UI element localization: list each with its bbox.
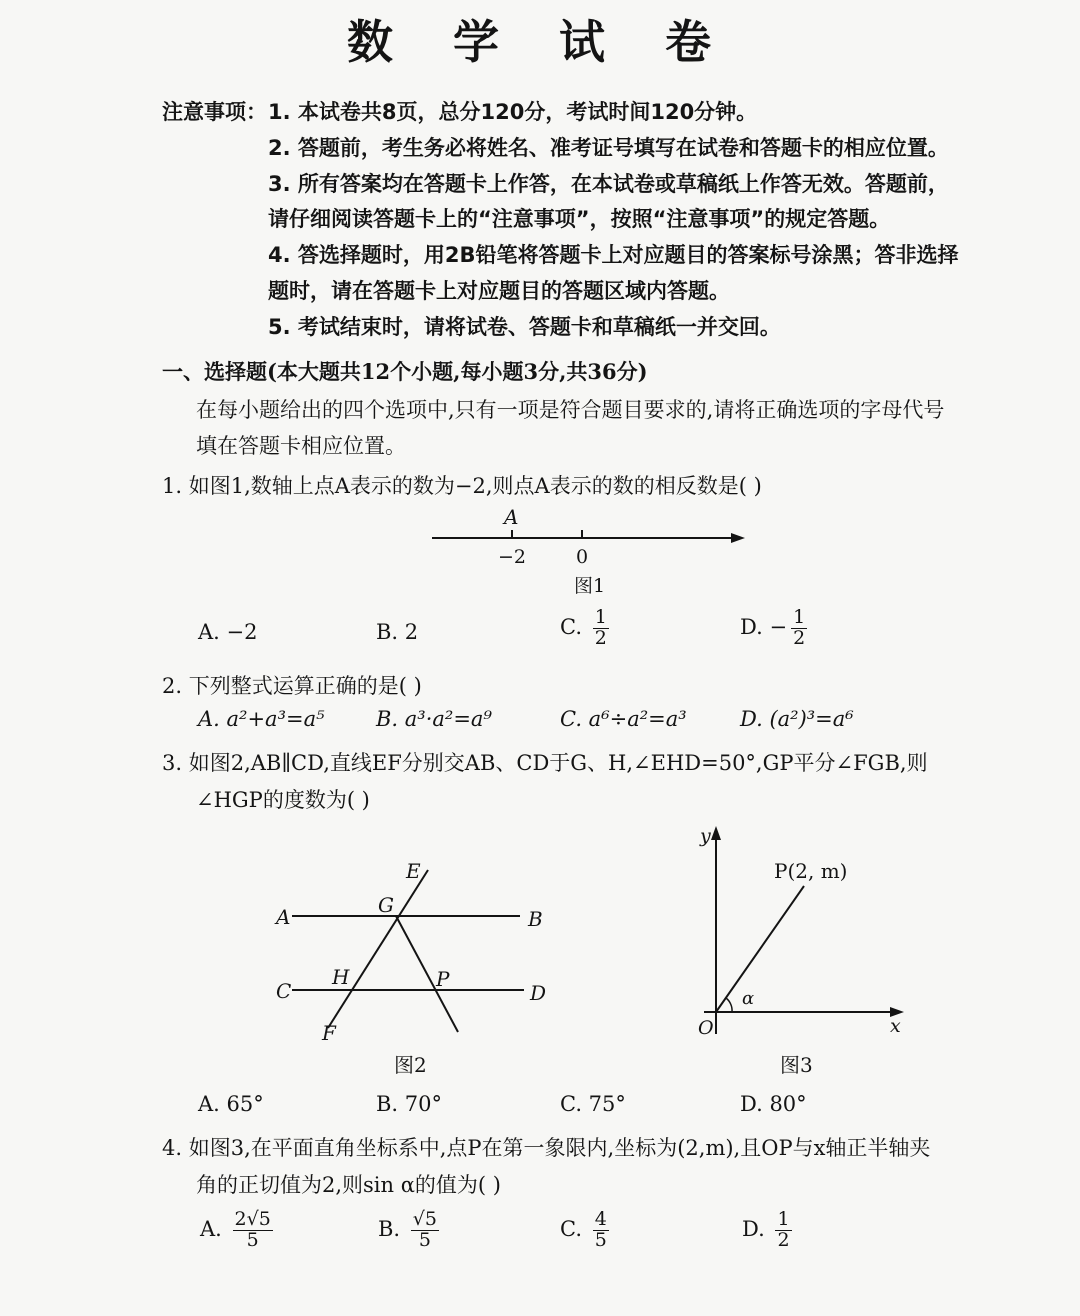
option-letter: C. [560, 1216, 582, 1241]
label-e: E [406, 859, 421, 883]
figure3-coordinate-system [690, 822, 920, 1082]
notice-item-5: 5. 考试结束时，请将试卷、答题卡和草稿纸一并交回。 [268, 315, 781, 339]
label-y: y [700, 825, 711, 847]
label-c: C [276, 979, 292, 1003]
option-letter: B. [376, 620, 399, 644]
denominator: 5 [594, 1228, 607, 1251]
numerator: 4 [594, 1208, 607, 1230]
angle-alpha-arc [726, 998, 732, 1012]
option-letter: A. [198, 620, 220, 644]
numerator: √5 [412, 1208, 437, 1230]
q4-option-c [560, 1210, 609, 1251]
q4-stem-2: 角的正切值为2,则sin α的值为( ) [196, 1173, 501, 1197]
q4-option-d [742, 1210, 792, 1251]
q1-option-b [376, 620, 418, 644]
figure2-parallel-lines [270, 850, 570, 1080]
q1-option-c [560, 608, 609, 649]
q3-stem-1: 3. 如图2,AB∥CD,直线EF分别交AB、CD于G、H,∠EHD=50°,GP平分∠FGB,则 [162, 751, 928, 775]
option-value: 2 [404, 620, 419, 644]
numerator: 1 [777, 1208, 790, 1230]
number-line-figure [420, 500, 760, 600]
fraction [593, 608, 609, 649]
minus-sign: − [769, 614, 788, 639]
option-letter: C. [560, 614, 582, 639]
q3-option-b: B. 70° [376, 1092, 443, 1116]
numerator: 1 [793, 606, 806, 628]
numerator: 2√5 [234, 1208, 271, 1230]
q2-option-c: C. a⁶÷a²=a³ [560, 707, 687, 731]
label-b: B [528, 907, 543, 931]
option-value: −2 [226, 620, 258, 644]
label-g: G [378, 893, 394, 917]
q2-option-b: B. a³·a²=a⁹ [376, 707, 492, 731]
y-axis-arrow [711, 826, 721, 840]
numerator: 1 [594, 606, 607, 628]
figure1-caption: 图1 [574, 575, 606, 597]
label-alpha: α [742, 988, 755, 1009]
fraction [593, 1210, 609, 1251]
page-title: 数 学 试 卷 [346, 15, 734, 69]
q1-stem: 1. 如图1,数轴上点A表示的数为−2,则点A表示的数的相反数是( ) [162, 474, 762, 498]
section-heading: 一、选择题(本大题共12个小题,每小题3分,共36分) [162, 359, 648, 384]
label-f: F [322, 1021, 336, 1045]
fraction [233, 1210, 273, 1251]
q1-option-d [740, 608, 807, 649]
denominator: 2 [793, 626, 806, 649]
q3-option-d: D. 80° [740, 1092, 807, 1116]
fraction [775, 1210, 791, 1251]
denominator: 5 [418, 1228, 431, 1251]
label-o: O [698, 1017, 714, 1039]
q3-stem-2: ∠HGP的度数为( ) [196, 788, 370, 812]
notice-item-1: 1. 本试卷共8页，总分120分，考试时间120分钟。 [268, 100, 758, 124]
q2-stem: 2. 下列整式运算正确的是( ) [162, 674, 422, 698]
point-a-label: A [504, 505, 519, 529]
tick-label-minus-two: −2 [498, 546, 527, 568]
option-letter: D. [740, 614, 763, 639]
notice-item-3: 3. 所有答案均在答题卡上作答，在本试卷或草稿纸上作答无效。答题前， [268, 172, 949, 196]
number-line-arrow [731, 533, 745, 543]
q4-option-b [378, 1210, 439, 1251]
notice-item-2: 2. 答题前，考生务必将姓名、准考证号填写在试卷和答题卡的相应位置。 [268, 136, 949, 160]
q3-option-c: C. 75° [560, 1092, 626, 1116]
denominator: 2 [777, 1228, 790, 1251]
section-instruction-1: 在每小题给出的四个选项中,只有一项是符合题目要求的,请将正确选项的字母代号 [196, 398, 945, 422]
q4-stem-1: 4. 如图3,在平面直角坐标系中,点P在第一象限内,坐标为(2,m),且OP与x轴正半轴夹 [162, 1136, 931, 1160]
label-h: H [332, 965, 350, 989]
section-instruction-2: 填在答题卡相应位置。 [196, 434, 406, 458]
denominator: 5 [246, 1228, 259, 1251]
option-letter: A. [200, 1216, 222, 1241]
ray-op [716, 886, 804, 1012]
label-a: A [276, 905, 291, 929]
q1-option-a [198, 620, 258, 644]
figure3-caption: 图3 [780, 1053, 813, 1077]
label-p-coord: P(2, m) [774, 859, 848, 883]
label-x: x [890, 1015, 901, 1037]
notice-item-4: 4. 答选择题时，用2B铅笔将答题卡上对应题目的答案标号涂黑；答非选择 [268, 243, 959, 267]
q3-option-a: A. 65° [198, 1092, 264, 1116]
tick-label-zero: 0 [576, 546, 589, 568]
notice-item-3-cont: 请仔细阅读答题卡上的“注意事项”，按照“注意事项”的规定答题。 [268, 207, 891, 231]
denominator: 2 [594, 626, 607, 649]
q2-option-a: A. a²+a³=a⁵ [198, 707, 325, 731]
option-letter: D. [742, 1216, 765, 1241]
notice-item-4-cont: 题时，请在答题卡上对应题目的答题区域内答题。 [268, 279, 730, 303]
fraction [411, 1210, 439, 1251]
q4-option-a [200, 1210, 273, 1251]
label-d: D [530, 981, 547, 1005]
notices-label: 注意事项： [162, 100, 267, 124]
fraction [791, 608, 807, 649]
q2-option-d: D. (a²)³=a⁶ [740, 707, 854, 731]
option-letter: B. [378, 1216, 401, 1241]
label-p: P [436, 967, 450, 991]
figure2-caption: 图2 [394, 1053, 427, 1077]
